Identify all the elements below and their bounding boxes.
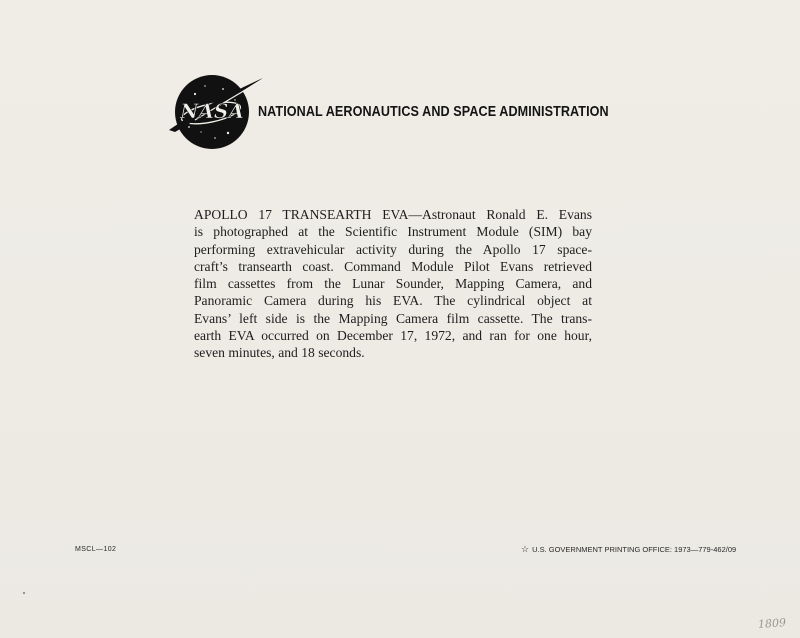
catalog-code: MSCL—102 — [75, 546, 117, 553]
star-icon: ☆ — [521, 544, 530, 554]
caption-line: craft’s transearth coast. Command Module Pilot Evans retrieved — [194, 258, 592, 274]
caption-line: film cassettes from the Lunar Sounder, Mapping Camera, and — [194, 276, 592, 292]
caption-line: seven minutes, and 18 seconds. — [194, 345, 365, 361]
agency-name: NATIONAL AERONAUTICS AND SPACE ADMINISTRATION — [258, 103, 609, 120]
printing-office-text: U.S. GOVERNMENT PRINTING OFFICE: 1973—779-462/09 — [532, 545, 737, 554]
photo-caption — [194, 206, 592, 362]
handwritten-note — [758, 614, 794, 634]
printing-office-line — [521, 544, 736, 555]
caption-line: Evans’ left side is the Mapping Camera film cassette. The trans- — [194, 310, 592, 326]
caption-line: earth EVA occurred on December 17, 1972, and ran for one hour, — [194, 328, 592, 344]
caption-line: Panoramic Camera during his EVA. The cylindrical object at — [194, 293, 592, 309]
caption-line: is photographed at the Scientific Instrument Module (SIM) bay — [194, 224, 592, 240]
caption-line: APOLLO 17 TRANSEARTH EVA—Astronaut Ronald E. Evans — [194, 207, 592, 222]
handwritten-number: 1809 — [757, 616, 787, 631]
caption-line: performing extravehicular activity during the Apollo 17 space- — [194, 241, 592, 257]
paper-speck — [23, 592, 25, 594]
nasa-logo — [165, 72, 265, 152]
nasa-logo-text: NASA — [180, 99, 244, 123]
